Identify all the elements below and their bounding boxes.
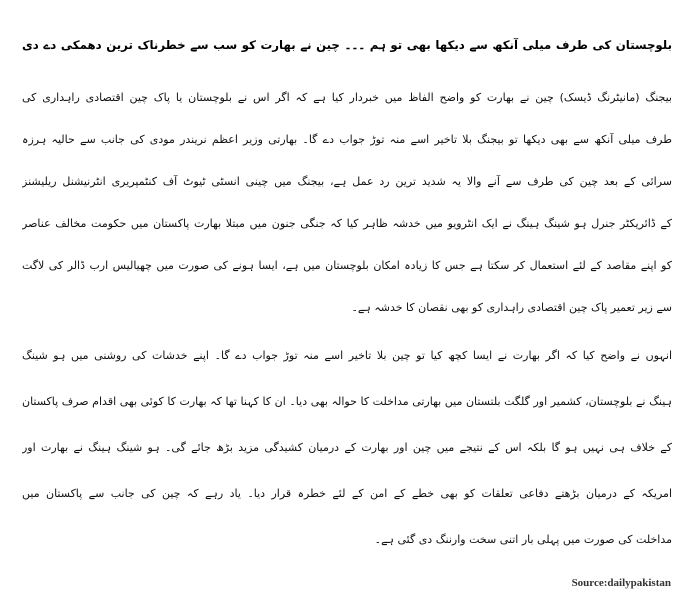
article-paragraph (22, 333, 672, 563)
article-headline: بلوچستان کی طرف میلی آنکھ سے دیکھا بھی تو ہم ۔۔۔ چین نے بھارت کو سب سے خطرناک ترین دھمکی دے دی (22, 38, 672, 52)
paragraph-line: کے ڈائریکٹر جنرل ہو شینگ ہینگ نے ایک انٹرویو میں خدشہ ظاہر کیا کہ جنگی جنون میں مبتلا بھارت پاکستان میں حکومت مخالف عناصر (22, 217, 672, 230)
paragraph-line: بیجنگ (مانیٹرنگ ڈیسک) چین نے بھارت کو واضح الفاظ میں خبردار کیا ہے کہ اگر اس نے بلوچستان یا پاک چین اقتصادی راہداری کی (22, 91, 672, 104)
paragraph-line: کے خلاف ہی نہیں ہو گا بلکہ اس کے نتیجے میں چین اور بھارت کے درمیان کشیدگی مزید بڑھ جائے گی۔ ہو شینگ ہینگ نے بھارت اور (22, 441, 672, 454)
source-credit: Source:dailypakistan (571, 577, 671, 589)
paragraph-line: کو اپنے مقاصد کے لئے استعمال کر سکتا ہے جس کا زیادہ امکان بلوچستان میں ہے، ایسا ہونے کی صورت میں چھیالیس ارب ڈالر کی لاگت (22, 259, 672, 272)
paragraph-line: انہوں نے واضح کیا کہ اگر بھارت نے ایسا کچھ کیا تو چین بلا تاخیر اسے منہ توڑ جواب دے گا۔ اپنے خدشات کی روشنی میں ہو شینگ (22, 349, 672, 362)
article-paragraph (22, 77, 672, 329)
paragraph-line: ہینگ نے بلوچستان، کشمیر اور گلگت بلتستان میں بھارتی مداخلت کا حوالہ بھی دیا۔ ان کا کہنا تھا کہ بھارت کا کوئی بھی اقدام صرف پاکستان (22, 395, 672, 408)
paragraph-line: مداخلت کی صورت میں پہلی بار اتنی سخت وارننگ دی گئی ہے۔ (374, 533, 672, 546)
paragraph-line: طرف میلی آنکھ سے بھی دیکھا تو بیجنگ بلا تاخیر اسے منہ توڑ جواب دے گا۔ بھارتی وزیر اعظم نریندر مودی کی جانب سے حالیہ ہرزہ (22, 133, 672, 146)
paragraph-line: امریکہ کے درمیان بڑھتے دفاعی تعلقات کو بھی خطے کے امن کے لئے خطرہ قرار دیا۔ یاد رہے کہ چین کی جانب سے پاکستان میں (22, 487, 672, 500)
paragraph-line: سرائی کے بعد چین کی طرف سے آنے والا یہ شدید ترین رد عمل ہے، بیجنگ میں چینی انسٹی ٹیوٹ آف کنٹمپریری انٹرنیشنل ریلیشنز (22, 175, 672, 188)
paragraph-line: سے زیر تعمیر پاک چین اقتصادی راہداری کو بھی نقصان کا خدشہ ہے۔ (351, 301, 672, 314)
